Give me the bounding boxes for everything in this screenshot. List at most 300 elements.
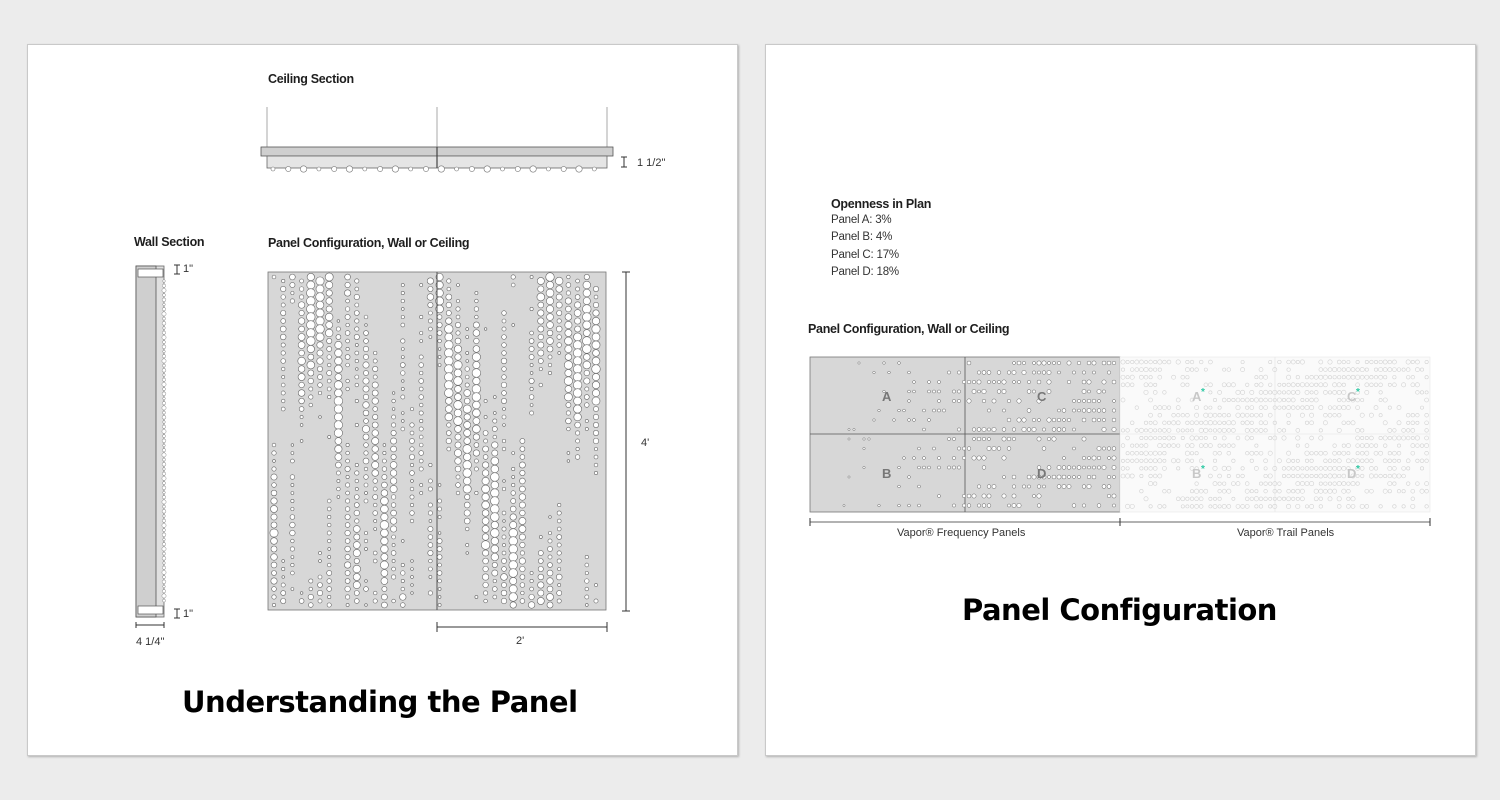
perforation-hole bbox=[952, 399, 955, 402]
perforation-hole bbox=[997, 390, 1001, 394]
perforation-hole bbox=[987, 428, 990, 431]
perforation-hole bbox=[1012, 485, 1016, 489]
perforation-hole bbox=[1037, 380, 1041, 384]
perforation-hole bbox=[1007, 371, 1011, 375]
perforation-hole bbox=[1087, 484, 1091, 488]
perforation-hole bbox=[1102, 418, 1105, 421]
perforation-hole bbox=[1027, 390, 1031, 394]
perforation-hole bbox=[1107, 456, 1110, 459]
perforation-hole bbox=[1087, 456, 1090, 459]
perforation-hole bbox=[1027, 475, 1031, 479]
perforation-hole bbox=[1072, 466, 1075, 469]
perforation-hole bbox=[947, 371, 950, 374]
perforation-hole bbox=[947, 466, 950, 469]
perforation-hole bbox=[967, 494, 971, 498]
perforation-hole bbox=[1112, 399, 1115, 402]
perforation-hole bbox=[1077, 399, 1080, 402]
perforation-hole bbox=[1002, 389, 1006, 393]
perforation-hole bbox=[1022, 485, 1025, 488]
perforation-hole bbox=[1013, 362, 1016, 365]
perforation-hole bbox=[1042, 371, 1046, 375]
openness-heading: Openness in Plan bbox=[831, 197, 932, 211]
perforation-hole bbox=[1002, 380, 1006, 384]
perforation-hole bbox=[957, 390, 960, 393]
perforation-hole bbox=[942, 409, 945, 412]
perforation-hole bbox=[932, 390, 935, 393]
perforation-hole bbox=[1052, 437, 1056, 441]
perforation-hole bbox=[1097, 446, 1101, 450]
perforation-hole bbox=[1047, 370, 1051, 374]
perforation-hole bbox=[982, 389, 986, 393]
perforation-hole bbox=[987, 494, 991, 498]
perforation-hole bbox=[923, 409, 926, 412]
perforation-hole bbox=[1062, 409, 1066, 413]
perforation-hole bbox=[1047, 389, 1051, 393]
perforation-hole bbox=[883, 362, 886, 365]
perforation-hole bbox=[1032, 390, 1035, 393]
perforation-hole bbox=[932, 447, 935, 450]
perforation-hole bbox=[1102, 427, 1106, 431]
perforation-hole bbox=[908, 419, 911, 422]
perforation-hole bbox=[1002, 494, 1006, 498]
perforation-hole bbox=[927, 380, 930, 383]
perforation-hole bbox=[997, 371, 1001, 375]
ceiling-section-label: Ceiling Section bbox=[268, 72, 354, 86]
perforation-hole bbox=[937, 409, 940, 412]
understanding-panel-sheet bbox=[27, 44, 738, 756]
perforation-hole bbox=[1072, 475, 1075, 478]
perforation-hole bbox=[863, 438, 865, 440]
perforation-hole bbox=[1082, 437, 1086, 441]
perforation-hole bbox=[1002, 456, 1006, 460]
perforation-hole bbox=[848, 438, 850, 440]
panel-configuration-sheet bbox=[765, 44, 1476, 756]
perforation-hole bbox=[1112, 465, 1116, 469]
perforation-hole bbox=[848, 476, 850, 478]
perforation-hole bbox=[992, 484, 996, 488]
perforation-hole bbox=[967, 361, 971, 365]
perforation-hole bbox=[1042, 428, 1045, 431]
panel-dimension-lines bbox=[28, 45, 737, 755]
frequency-panels-label: Vapor® Frequency Panels bbox=[897, 527, 1026, 539]
perforation-hole bbox=[977, 456, 981, 460]
trail-panels-label: Vapor® Trail Panels bbox=[1237, 527, 1335, 539]
perforation-hole bbox=[1012, 428, 1016, 432]
perforation-hole bbox=[913, 390, 916, 393]
perforation-hole bbox=[1082, 389, 1086, 393]
panel-configuration-drawing bbox=[810, 357, 1430, 527]
perforation-hole bbox=[1107, 361, 1111, 365]
panel-config-label: Panel Configuration, Wall or Ceiling bbox=[268, 236, 470, 250]
perforation-hole bbox=[1092, 466, 1095, 469]
perforation-hole bbox=[987, 446, 991, 450]
perforation-hole bbox=[992, 399, 996, 403]
perforation-hole bbox=[937, 399, 940, 402]
perforation-hole bbox=[898, 485, 901, 488]
perforation-hole bbox=[1022, 418, 1026, 422]
perforation-hole bbox=[952, 437, 955, 440]
perforation-hole bbox=[853, 428, 855, 430]
perforation-hole bbox=[1072, 428, 1075, 431]
perforation-hole bbox=[952, 466, 955, 469]
perforation-hole bbox=[1037, 418, 1040, 421]
trail-panel-a-asterisk: * bbox=[1201, 387, 1205, 398]
wall-bottom-dim: 1" bbox=[183, 608, 194, 620]
perforation-hole bbox=[1087, 466, 1090, 469]
perforation-hole bbox=[1047, 361, 1050, 364]
perforation-hole bbox=[898, 362, 901, 365]
freq-panel-b-letter: B bbox=[882, 466, 892, 481]
perforation-hole bbox=[972, 437, 975, 440]
perforation-hole bbox=[1092, 361, 1096, 365]
perforation-hole bbox=[997, 447, 1001, 451]
perforation-hole bbox=[962, 447, 965, 450]
perforation-hole bbox=[1047, 380, 1051, 384]
perforation-hole bbox=[1057, 475, 1061, 479]
perforation-hole bbox=[1037, 361, 1041, 365]
perforation-hole bbox=[977, 437, 981, 441]
perforation-hole bbox=[952, 390, 955, 393]
perforation-hole bbox=[932, 409, 935, 412]
perforation-hole bbox=[982, 437, 985, 440]
perforation-hole bbox=[1087, 380, 1091, 384]
perforation-hole bbox=[1097, 409, 1101, 413]
perforation-hole bbox=[1027, 428, 1031, 432]
perforation-hole bbox=[903, 409, 906, 412]
perforation-hole bbox=[1042, 361, 1046, 365]
perforation-hole bbox=[1107, 485, 1111, 489]
perforation-hole bbox=[1082, 456, 1085, 459]
perforation-hole bbox=[1007, 418, 1011, 422]
perforation-hole bbox=[1027, 380, 1030, 383]
perforation-hole bbox=[962, 504, 965, 507]
perforation-hole bbox=[967, 504, 971, 508]
wall-depth-dim: 4 1/4" bbox=[136, 636, 165, 648]
perforation-hole bbox=[957, 447, 960, 450]
perforation-hole bbox=[982, 399, 986, 403]
freq-panel-c-letter: C bbox=[1037, 389, 1047, 404]
perforation-hole bbox=[1057, 371, 1060, 374]
perforation-hole bbox=[1077, 409, 1080, 412]
perforation-hole bbox=[913, 457, 916, 460]
perforation-hole bbox=[1032, 494, 1035, 497]
perforation-hole bbox=[1082, 371, 1085, 374]
perforation-hole bbox=[987, 485, 991, 489]
perforation-hole bbox=[1082, 418, 1086, 422]
perforation-hole bbox=[1062, 466, 1066, 470]
perforation-hole bbox=[967, 380, 971, 384]
perforation-hole bbox=[982, 371, 986, 375]
freq-panel-d-letter: D bbox=[1037, 466, 1047, 481]
perforation-hole bbox=[962, 380, 965, 383]
perforation-hole bbox=[923, 466, 926, 469]
perforation-hole bbox=[1027, 485, 1030, 488]
perforation-hole bbox=[1092, 456, 1096, 460]
perforation-hole bbox=[903, 457, 906, 460]
perforation-hole bbox=[972, 389, 976, 393]
perforation-hole bbox=[957, 466, 960, 469]
perforation-hole bbox=[1047, 475, 1050, 478]
perforation-hole bbox=[937, 466, 940, 469]
perforation-hole bbox=[1082, 485, 1086, 489]
perforation-hole bbox=[957, 399, 960, 402]
perforation-hole bbox=[1092, 409, 1095, 412]
perforation-hole bbox=[918, 504, 921, 507]
perforation-hole bbox=[982, 456, 986, 460]
trail-panel-b-asterisk: * bbox=[1201, 464, 1205, 475]
perforation-hole bbox=[1047, 418, 1051, 422]
perforation-hole bbox=[982, 427, 986, 431]
perforation-hole bbox=[1077, 466, 1081, 470]
perforation-hole bbox=[937, 390, 940, 393]
perforation-hole bbox=[1067, 466, 1071, 470]
wall-top-dim: 1" bbox=[183, 263, 194, 275]
perforation-hole bbox=[1107, 475, 1110, 478]
perforation-hole bbox=[1057, 428, 1061, 432]
perforation-hole bbox=[1072, 447, 1075, 450]
perforation-hole bbox=[1017, 380, 1020, 383]
perforation-hole bbox=[982, 466, 986, 470]
perforation-hole bbox=[1102, 485, 1106, 489]
perforation-hole bbox=[1062, 475, 1066, 479]
perforation-hole bbox=[967, 447, 971, 451]
perforation-hole bbox=[1102, 465, 1106, 469]
perforation-hole bbox=[843, 504, 845, 506]
perforation-hole bbox=[1097, 399, 1100, 402]
perforation-hole bbox=[1067, 484, 1071, 488]
perforation-hole bbox=[1077, 361, 1081, 365]
perforation-hole bbox=[1067, 361, 1071, 365]
perforation-hole bbox=[1087, 390, 1090, 393]
perforation-hole bbox=[1097, 456, 1101, 460]
understanding-panel-title: Understanding the Panel bbox=[182, 685, 578, 719]
perforation-hole bbox=[957, 428, 960, 431]
perforation-hole bbox=[1072, 371, 1075, 374]
perforation-hole bbox=[1052, 475, 1056, 479]
openness-panel-d: Panel D: 18% bbox=[831, 266, 899, 278]
perforation-hole bbox=[1012, 503, 1016, 507]
perforation-hole bbox=[947, 437, 950, 440]
perforation-hole bbox=[893, 419, 896, 422]
perforation-hole bbox=[962, 456, 965, 459]
perforation-hole bbox=[878, 504, 881, 507]
perforation-hole bbox=[1112, 475, 1115, 478]
perforation-hole bbox=[1112, 409, 1115, 412]
perforation-hole bbox=[1052, 418, 1056, 422]
perforation-hole bbox=[1017, 361, 1021, 365]
perforation-hole bbox=[858, 362, 860, 364]
perforation-hole bbox=[1052, 428, 1056, 432]
perforation-hole bbox=[1057, 361, 1060, 364]
ceiling-thickness-dim: 1 1/2" bbox=[637, 157, 666, 169]
perforation-hole bbox=[977, 428, 981, 432]
perforation-hole bbox=[918, 447, 921, 450]
perforation-hole bbox=[908, 504, 911, 507]
openness-panel-b: Panel B: 4% bbox=[831, 231, 893, 243]
perforation-hole bbox=[1057, 465, 1061, 469]
perforation-hole bbox=[952, 504, 955, 507]
perforation-hole bbox=[1062, 456, 1065, 459]
perforation-hole bbox=[1112, 447, 1116, 451]
perforation-hole bbox=[1092, 418, 1096, 422]
perforation-hole bbox=[967, 399, 971, 403]
perforation-hole bbox=[1067, 380, 1071, 384]
perforation-hole bbox=[1002, 428, 1006, 432]
perforation-hole bbox=[1032, 418, 1035, 421]
perforation-hole bbox=[1097, 389, 1101, 393]
perforation-hole bbox=[992, 427, 996, 431]
perforation-hole bbox=[937, 494, 940, 497]
perforation-hole bbox=[1037, 504, 1041, 508]
perforation-hole bbox=[918, 485, 921, 488]
perforation-hole bbox=[1087, 408, 1091, 412]
perforation-hole bbox=[987, 371, 991, 375]
perforation-hole bbox=[1107, 371, 1110, 374]
perforation-hole bbox=[873, 419, 875, 421]
perforation-hole bbox=[987, 504, 991, 508]
perforation-hole bbox=[913, 419, 916, 422]
perforation-hole bbox=[1037, 494, 1041, 498]
perforation-hole bbox=[972, 494, 976, 498]
perforation-hole bbox=[1042, 447, 1046, 451]
wall-section-label: Wall Section bbox=[134, 235, 205, 249]
perforation-hole bbox=[908, 400, 911, 403]
perforation-hole bbox=[1087, 399, 1091, 403]
freq-panel-a-letter: A bbox=[882, 389, 892, 404]
trail-panel-b-letter: B bbox=[1192, 466, 1202, 481]
perforation-hole bbox=[898, 466, 901, 469]
perforation-hole bbox=[1082, 409, 1086, 413]
trail-panel-c-letter: C bbox=[1347, 389, 1357, 404]
perforation-hole bbox=[1022, 361, 1025, 364]
perforation-hole bbox=[908, 371, 911, 374]
perforation-hole bbox=[1057, 418, 1061, 422]
perforation-hole bbox=[1007, 447, 1011, 451]
perforation-hole bbox=[1092, 371, 1095, 374]
perforation-hole bbox=[878, 409, 881, 412]
perforation-hole bbox=[977, 380, 981, 384]
perforation-hole bbox=[972, 380, 975, 383]
perforation-hole bbox=[923, 428, 926, 431]
panel-height-dim: 4' bbox=[641, 437, 650, 449]
perforation-hole bbox=[1047, 437, 1050, 440]
perforation-hole bbox=[1112, 504, 1115, 507]
perforation-hole bbox=[1012, 494, 1016, 498]
perforation-hole bbox=[1037, 485, 1041, 489]
perforation-hole bbox=[977, 504, 980, 507]
perforation-hole bbox=[1092, 475, 1096, 479]
perforation-hole bbox=[868, 438, 870, 440]
trail-panel-d-letter: D bbox=[1347, 466, 1357, 481]
perforation-hole bbox=[962, 494, 965, 497]
perforation-hole bbox=[1082, 504, 1085, 507]
perforation-hole bbox=[977, 485, 981, 489]
panel-width-dim: 2' bbox=[516, 635, 525, 647]
perforation-hole bbox=[1102, 390, 1105, 393]
perforation-hole bbox=[952, 456, 955, 459]
perforation-hole bbox=[997, 380, 1000, 383]
perforation-hole bbox=[1072, 399, 1075, 402]
perforation-hole bbox=[1002, 475, 1005, 478]
perforation-hole bbox=[923, 457, 926, 460]
perforation-hole bbox=[1067, 475, 1070, 478]
perforation-hole bbox=[1007, 437, 1011, 441]
perforation-hole bbox=[1097, 504, 1101, 508]
perforation-hole bbox=[1112, 494, 1116, 498]
perforation-hole bbox=[1072, 409, 1075, 412]
perforation-hole bbox=[1027, 409, 1031, 413]
perforation-hole bbox=[1037, 371, 1040, 374]
perforation-hole bbox=[982, 504, 986, 508]
perforation-hole bbox=[987, 437, 990, 440]
trail-panel-a-letter: A bbox=[1192, 389, 1202, 404]
perforation-hole bbox=[1067, 418, 1071, 422]
perforation-hole bbox=[1022, 370, 1026, 374]
perforation-hole bbox=[1012, 475, 1016, 479]
panel-configuration-title: Panel Configuration bbox=[962, 593, 1277, 627]
perforation-hole bbox=[987, 380, 990, 383]
perforation-hole bbox=[937, 380, 940, 383]
perforation-hole bbox=[1032, 427, 1036, 431]
openness-panel-c: Panel C: 17% bbox=[831, 249, 899, 261]
perforation-hole bbox=[1092, 399, 1096, 403]
perforation-hole bbox=[1097, 418, 1100, 421]
perforation-hole bbox=[987, 409, 990, 412]
perforation-hole bbox=[1057, 485, 1061, 489]
perforation-hole bbox=[1007, 399, 1010, 402]
perforation-hole bbox=[873, 371, 875, 373]
perforation-hole bbox=[1002, 409, 1005, 412]
perforation-hole bbox=[908, 476, 911, 479]
perforation-hole bbox=[977, 371, 980, 374]
perforation-hole bbox=[927, 418, 930, 421]
perforation-hole bbox=[1112, 456, 1116, 460]
perforation-hole bbox=[1082, 466, 1085, 469]
perforation-hole bbox=[1082, 380, 1086, 384]
perforation-hole bbox=[937, 456, 940, 459]
perforation-hole bbox=[898, 409, 901, 412]
perforation-hole bbox=[1022, 427, 1026, 431]
perforation-hole bbox=[908, 390, 911, 393]
perforation-hole bbox=[888, 371, 891, 374]
perforation-hole bbox=[1042, 485, 1045, 488]
perforation-hole bbox=[1097, 466, 1100, 469]
perforation-hole bbox=[1052, 361, 1055, 364]
perforation-hole bbox=[1062, 418, 1065, 421]
perforation-hole bbox=[982, 494, 986, 498]
perforation-hole bbox=[927, 466, 930, 469]
perforation-hole bbox=[1112, 427, 1116, 431]
perforation-hole bbox=[913, 381, 916, 384]
perforation-hole bbox=[1037, 437, 1041, 441]
perforation-hole bbox=[1107, 447, 1111, 451]
perforation-hole bbox=[1102, 447, 1105, 450]
perforation-hole bbox=[1112, 361, 1116, 365]
perforation-hole bbox=[1112, 418, 1116, 422]
perforation-hole bbox=[1082, 399, 1085, 402]
perforation-hole bbox=[992, 380, 995, 383]
perforation-hole bbox=[972, 456, 976, 460]
perforation-hole bbox=[1087, 475, 1091, 479]
perforation-hole bbox=[918, 466, 921, 469]
perforation-hole bbox=[1007, 504, 1010, 507]
perforation-hole bbox=[1017, 399, 1021, 403]
panel-config-label-right: Panel Configuration, Wall or Ceiling bbox=[808, 322, 1010, 336]
perforation-hole bbox=[1102, 409, 1106, 413]
perforation-hole bbox=[898, 504, 901, 507]
trail-panel-c-asterisk: * bbox=[1356, 387, 1360, 398]
perforation-hole bbox=[1012, 437, 1015, 440]
